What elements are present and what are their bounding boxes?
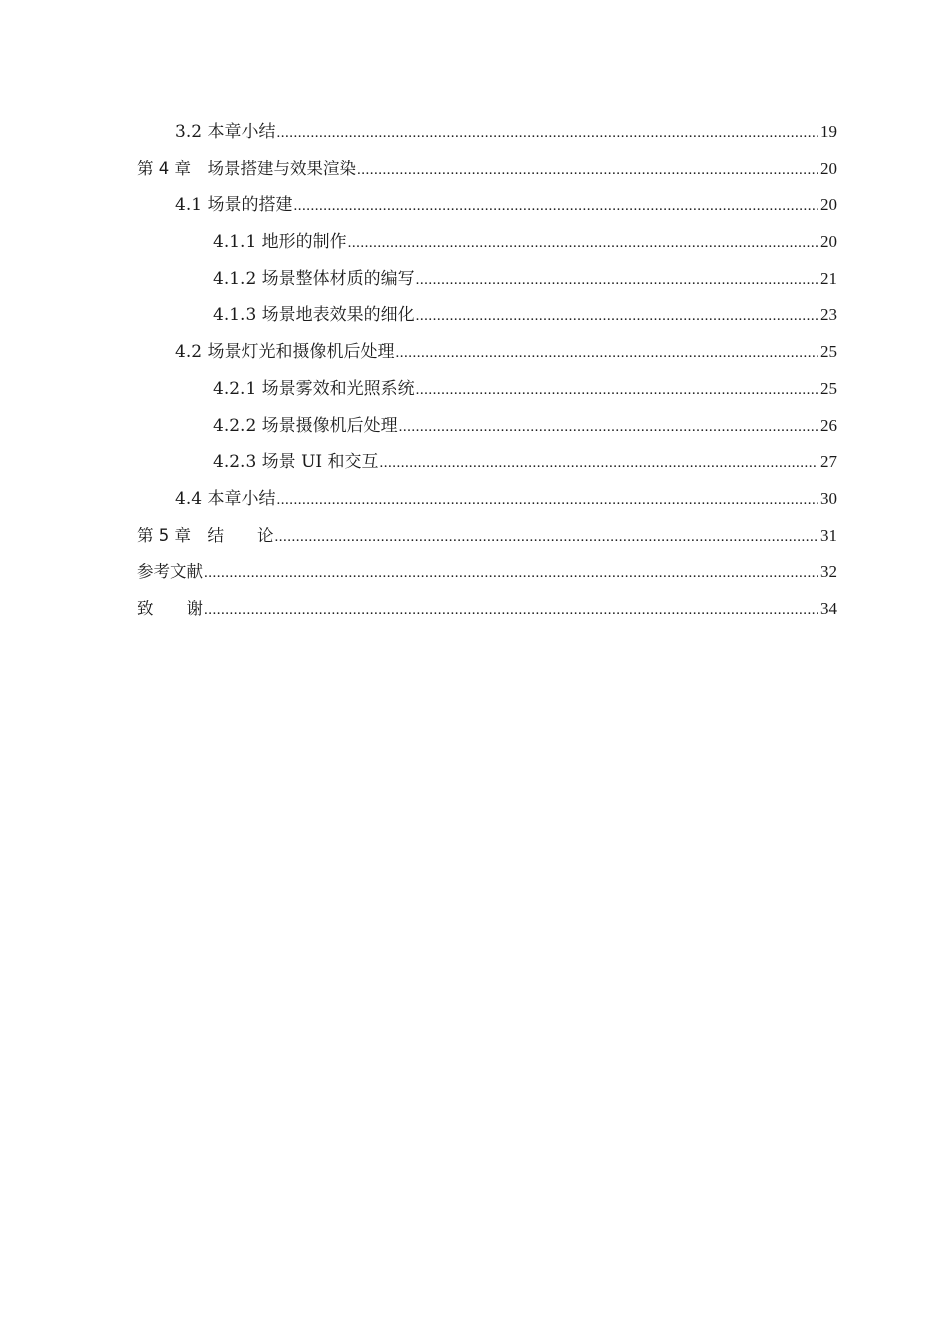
toc-entry[interactable] [137, 187, 837, 224]
toc-dot-leader [204, 555, 818, 592]
toc-entry-references[interactable] [137, 554, 837, 591]
toc-dot-leader [276, 115, 818, 152]
toc-dot-leader [395, 335, 818, 372]
toc-entry-title: 4.1.1 地形的制作 [213, 232, 347, 253]
toc-entry-title: 第 5 章 结 论 [137, 525, 274, 545]
toc-entry[interactable] [137, 371, 837, 408]
toc-entry-page: 20 [820, 195, 837, 215]
toc-entry-title: 4.4 本章小结 [175, 488, 276, 509]
toc-dot-leader [416, 262, 818, 299]
toc-entry-page: 25 [820, 342, 837, 362]
toc-dot-leader [416, 298, 818, 335]
toc-entry-title: 4.2 场景灯光和摄像机后处理 [175, 342, 395, 363]
toc-entry-page: 23 [820, 305, 837, 325]
toc-entry-title: 4.1.3 场景地表效果的细化 [213, 305, 415, 326]
toc-entry-page: 20 [820, 158, 837, 178]
toc-entry[interactable] [137, 297, 837, 334]
toc-entry-title: 4.1.2 场景整体材质的编写 [213, 268, 415, 289]
toc-entry-title: 4.2.2 场景摄像机后处理 [213, 415, 398, 436]
toc-entry-title: 4.2.1 场景雾效和光照系统 [213, 378, 415, 399]
toc-dot-leader [380, 445, 818, 482]
toc-entry-page: 34 [820, 598, 837, 618]
toc-dot-leader [399, 409, 818, 446]
toc-entry-page: 32 [820, 562, 837, 582]
toc-entry[interactable] [137, 224, 837, 261]
toc-entry-chapter[interactable] [137, 518, 837, 555]
toc-entry-page: 26 [820, 415, 837, 435]
toc-entry-page: 21 [820, 268, 837, 288]
toc-entry[interactable] [137, 444, 837, 481]
toc-entry-title: 4.2.3 场景 UI 和交互 [213, 452, 379, 473]
toc-entry-page: 27 [820, 452, 837, 472]
toc-entry-acknowledgements[interactable] [137, 591, 837, 628]
toc-entry-chapter[interactable] [137, 151, 837, 188]
toc-entry-title: 4.1 场景的搭建 [175, 195, 293, 216]
toc-dot-leader [416, 372, 818, 409]
toc-entry-title: 3.2 本章小结 [175, 122, 276, 142]
toc-entry[interactable] [137, 408, 837, 445]
toc-dot-leader [293, 188, 818, 225]
toc-dot-leader [276, 482, 818, 519]
toc-dot-leader [275, 519, 819, 556]
table-of-contents [137, 114, 837, 628]
toc-entry-title: 致 谢 [137, 598, 203, 618]
toc-entry-title: 参考文献 [137, 562, 203, 582]
toc-entry-page: 20 [820, 232, 837, 252]
toc-entry[interactable] [137, 114, 837, 151]
toc-dot-leader [204, 592, 818, 629]
toc-dot-leader [357, 152, 818, 189]
toc-entry-page: 25 [820, 378, 837, 398]
toc-dot-leader [348, 225, 818, 262]
toc-entry-page: 30 [820, 488, 837, 508]
toc-entry[interactable] [137, 261, 837, 298]
toc-entry-title: 第 4 章 场景搭建与效果渲染 [137, 158, 356, 178]
toc-entry[interactable] [137, 334, 837, 371]
toc-entry-page: 19 [820, 122, 837, 141]
toc-entry-page: 31 [820, 525, 837, 545]
toc-entry[interactable] [137, 481, 837, 518]
